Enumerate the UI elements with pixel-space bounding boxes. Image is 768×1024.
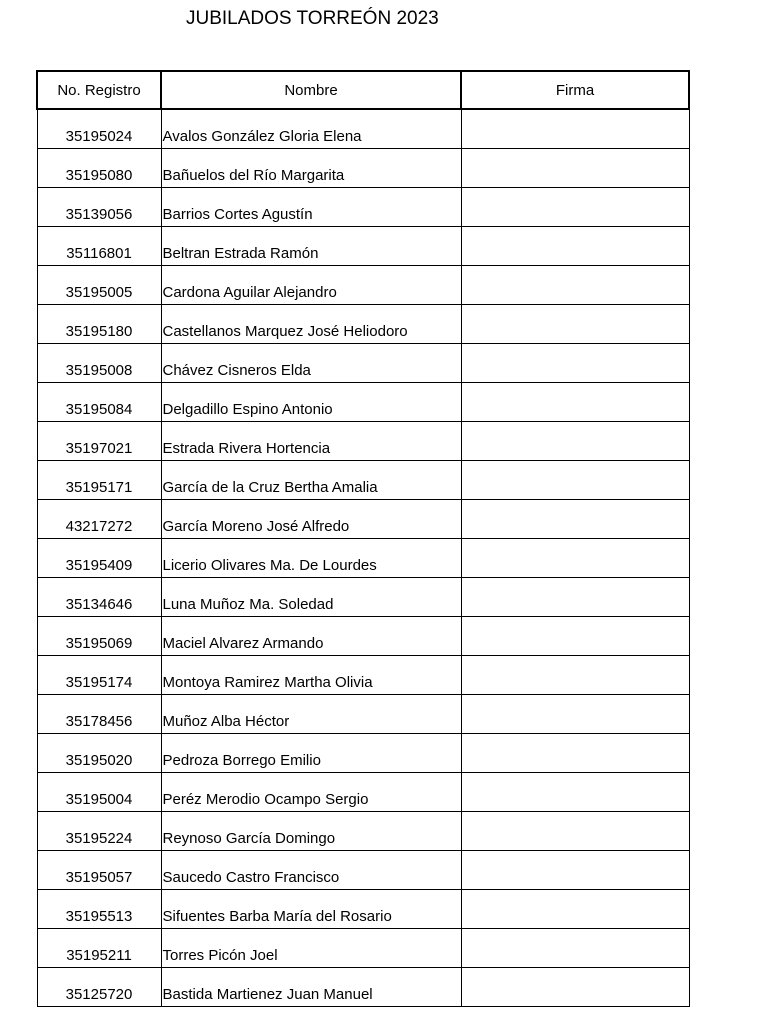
firma-cell[interactable] (461, 656, 689, 695)
table-row (37, 929, 689, 968)
firma-cell[interactable] (461, 929, 689, 968)
registro-cell: 35195409 (37, 539, 161, 578)
firma-cell[interactable] (461, 773, 689, 812)
registro-cell: 35195024 (37, 109, 161, 149)
table-row (37, 461, 689, 500)
nombre-cell: Reynoso García Domingo (161, 812, 461, 851)
nombre-cell: Peréz Merodio Ocampo Sergio (161, 773, 461, 812)
registro-cell: 35195171 (37, 461, 161, 500)
nombre-cell: Delgadillo Espino Antonio (161, 383, 461, 422)
firma-cell[interactable] (461, 266, 689, 305)
table-row (37, 539, 689, 578)
firma-cell[interactable] (461, 734, 689, 773)
firma-cell[interactable] (461, 422, 689, 461)
registro-cell: 35195057 (37, 851, 161, 890)
firma-cell[interactable] (461, 851, 689, 890)
registro-cell: 35195211 (37, 929, 161, 968)
table-row (37, 266, 689, 305)
firma-cell[interactable] (461, 968, 689, 1007)
nombre-cell: Bañuelos del Río Margarita (161, 149, 461, 188)
nombre-cell: Cardona Aguilar Alejandro (161, 266, 461, 305)
registro-cell: 35195069 (37, 617, 161, 656)
nombre-cell: Pedroza Borrego Emilio (161, 734, 461, 773)
registro-cell: 35195180 (37, 305, 161, 344)
table-row (37, 617, 689, 656)
nombre-cell: García de la Cruz Bertha Amalia (161, 461, 461, 500)
nombre-cell: Bastida Martienez Juan Manuel (161, 968, 461, 1007)
registro-cell: 35197021 (37, 422, 161, 461)
table-row (37, 422, 689, 461)
nombre-cell: Licerio Olivares Ma. De Lourdes (161, 539, 461, 578)
retirees-table (36, 70, 690, 1007)
nombre-cell: Beltran Estrada Ramón (161, 227, 461, 266)
registro-cell: 43217272 (37, 500, 161, 539)
registro-cell: 35195020 (37, 734, 161, 773)
firma-cell[interactable] (461, 461, 689, 500)
nombre-cell: Chávez Cisneros Elda (161, 344, 461, 383)
column-header-firma: Firma (461, 71, 689, 109)
table-row (37, 968, 689, 1007)
nombre-cell: García Moreno José Alfredo (161, 500, 461, 539)
table-row (37, 344, 689, 383)
table-row (37, 383, 689, 422)
firma-cell[interactable] (461, 890, 689, 929)
nombre-cell: Maciel Alvarez Armando (161, 617, 461, 656)
table-row (37, 109, 689, 149)
registro-cell: 35195008 (37, 344, 161, 383)
nombre-cell: Estrada Rivera Hortencia (161, 422, 461, 461)
firma-cell[interactable] (461, 539, 689, 578)
nombre-cell: Avalos González Gloria Elena (161, 109, 461, 149)
firma-cell[interactable] (461, 812, 689, 851)
table-row (37, 305, 689, 344)
column-header-nombre: Nombre (161, 71, 461, 109)
registro-cell: 35195224 (37, 812, 161, 851)
header-row (37, 71, 689, 109)
registro-cell: 35178456 (37, 695, 161, 734)
table-row (37, 188, 689, 227)
table-row (37, 734, 689, 773)
firma-cell[interactable] (461, 695, 689, 734)
firma-cell[interactable] (461, 383, 689, 422)
table-row (37, 227, 689, 266)
nombre-cell: Saucedo Castro Francisco (161, 851, 461, 890)
table-header (37, 71, 689, 109)
firma-cell[interactable] (461, 149, 689, 188)
table-row (37, 578, 689, 617)
firma-cell[interactable] (461, 109, 689, 149)
registro-cell: 35139056 (37, 188, 161, 227)
registro-cell: 35195084 (37, 383, 161, 422)
registro-cell: 35195005 (37, 266, 161, 305)
nombre-cell: Torres Picón Joel (161, 929, 461, 968)
firma-cell[interactable] (461, 188, 689, 227)
firma-cell[interactable] (461, 500, 689, 539)
table-row (37, 500, 689, 539)
nombre-cell: Sifuentes Barba María del Rosario (161, 890, 461, 929)
registro-cell: 35195174 (37, 656, 161, 695)
firma-cell[interactable] (461, 617, 689, 656)
table-row (37, 851, 689, 890)
firma-cell[interactable] (461, 227, 689, 266)
registro-cell: 35125720 (37, 968, 161, 1007)
registro-cell: 35195080 (37, 149, 161, 188)
page-title: JUBILADOS TORREÓN 2023 (186, 8, 439, 29)
table-body (37, 109, 689, 1007)
table-row (37, 812, 689, 851)
table-row (37, 890, 689, 929)
nombre-cell: Montoya Ramirez Martha Olivia (161, 656, 461, 695)
signature-sheet (36, 70, 688, 1007)
nombre-cell: Castellanos Marquez José Heliodoro (161, 305, 461, 344)
firma-cell[interactable] (461, 578, 689, 617)
nombre-cell: Muñoz Alba Héctor (161, 695, 461, 734)
firma-cell[interactable] (461, 305, 689, 344)
table-row (37, 773, 689, 812)
table-row (37, 149, 689, 188)
registro-cell: 35116801 (37, 227, 161, 266)
column-header-registro: No. Registro (37, 71, 161, 109)
registro-cell: 35134646 (37, 578, 161, 617)
table-row (37, 695, 689, 734)
registro-cell: 35195004 (37, 773, 161, 812)
firma-cell[interactable] (461, 344, 689, 383)
nombre-cell: Barrios Cortes Agustín (161, 188, 461, 227)
nombre-cell: Luna Muñoz Ma. Soledad (161, 578, 461, 617)
registro-cell: 35195513 (37, 890, 161, 929)
table-row (37, 656, 689, 695)
